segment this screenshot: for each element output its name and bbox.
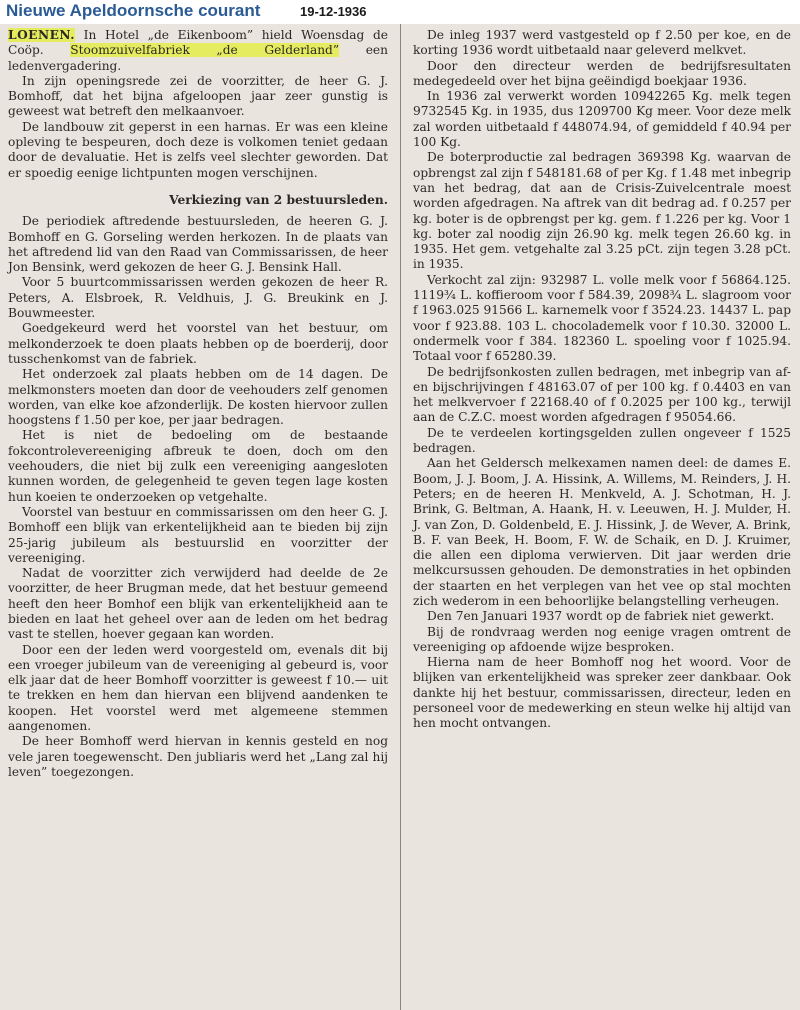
paragraph: Goedgekeurd werd het voorstel van het bestuur, om melkonderzoek te doen plaats hebben op de boerderij, door tusschenkomst van de fabriek. bbox=[8, 321, 388, 366]
paragraph: De boterproductie zal bedragen 369398 Kg. waarvan de opbrengst zal zijn f 548181.68 of per Kg. f 1.48 met inbegrip van het bedrag, dat aan de Crisis-Zuivelcentrale moest worden afgedragen. Na aftrek van dit bedrag ad. f 0.257 per kg. boter is de opbrengst per kg. gem. f 1.226 per kg. Voor 1 kg. boter zal noodig zijn 26.90 kg. melk tegen 26.60 kg. in 1935. Het gem. vetgehalte zal 3.25 pCt. zijn tegen 3.28 pCt. in 1935. bbox=[413, 150, 791, 272]
left-column bbox=[8, 28, 388, 780]
paragraph: Verkocht zal zijn: 932987 L. volle melk voor f 56864.125. 1119¾ L. koffieroom voor f 584.39, 2098¾ L. slagroom voor f 1963.025 91566 L. karnemelk voor f 3524.23. 14437 L. pap voor f 923.88. 103 L. chocolademelk voor f 10.30. 32000 L. ondermelk voor f 384. 182360 L. spoeling voor f 1025.94. Totaal voor f 65280.39. bbox=[413, 272, 791, 364]
paragraph: De heer Bomhoff werd hiervan in kennis gesteld en nog vele jaren toegewenscht. Den jubliaris werd het „Lang zal hij leven” toegezongen. bbox=[8, 734, 388, 779]
right-column bbox=[413, 28, 791, 732]
newspaper-clipping bbox=[0, 24, 800, 1010]
paragraph: Door een der leden werd voorgesteld om, evenals dit bij een vroeger jubileum van de vereeniging al gebeurd is, voor elk jaar dat de heer Bomhoff voorzitter is geweest f 10.— uit te trekken en hem dan hiervan een blijvend aandenken te koopen. Het voorstel werd met algemeene stemmen aangenomen. bbox=[8, 642, 388, 734]
dateline-place: LOENEN. bbox=[8, 28, 76, 42]
paragraph: Voor 5 buurtcommissarissen werden gekozen de heer R. Peters, A. Elsbroek, R. Veldhuis, J. G. Breukink en J. Bouwmeester. bbox=[8, 275, 388, 321]
page-header bbox=[0, 0, 800, 24]
paragraph: De landbouw zit geperst in een harnas. Er was een kleine opleving te bespeuren, doch deze is volkomen teniet gedaan door de devaluatie. Het is zelfs veel slechter geworden. Dat er spoedig eenige lichtpunten mogen verschijnen. bbox=[8, 119, 388, 180]
paragraph: Door den directeur werden de bedrijfsresultaten medegedeeld over het bijna geëindigd boekjaar 1936. bbox=[413, 58, 791, 88]
paragraph: De periodiek aftredende bestuursleden, de heeren G. J. Bomhoff en G. Gorseling werden herkozen. In de plaats van het aftredend lid van den Raad van Commissarissen, de heer Jon Bensink, werd gekozen de heer G. J. Bensink Hall. bbox=[8, 214, 388, 275]
highlighted-company: Stoomzuivelfabriek „de Gelderland” bbox=[70, 43, 340, 58]
intro-text-b: een ledenvergadering. bbox=[8, 43, 388, 73]
paragraph: Aan het Geldersch melkexamen namen deel: de dames E. Boom, J. J. Boom, J. A. Hissink, A. Willems, M. Reinders, J. H. Peters; en de heeren H. Menkveld, A. J. Schotman, H. J. Brink, G. Beltman, A. Haank, H. v. Leeuwen, H. J. Mulder, H. J. van Zon, D. Goldenbeld, E. J. Hissink, J. de Wever, A. Brink, B. F. van Beek, H. Boom, F. W. de Schaik, en D. J. Kruimer, die allen een diploma verwierven. Dit jaar werden drie melkcursussen gehouden. De demonstraties in het opbinden der staarten en het verplegen van het vee op stal mochten zich wederom in een behoorlijke belangstelling verheugen. bbox=[413, 456, 791, 608]
paragraph: De inleg 1937 werd vastgesteld op f 2.50 per koe, en de korting 1936 wordt uitbetaald naar geleverd melkvet. bbox=[413, 28, 791, 58]
paragraph: Voorstel van bestuur en commissarissen om den heer G. J. Bomhoff een blijk van erkentelijkheid aan te bieden bij zijn 25-jarig jubileum als bestuurslid en voorzitter der vereeniging. bbox=[8, 504, 388, 565]
paragraph: De bedrijfsonkosten zullen bedragen, met inbegrip van af- en bijschrijvingen f 48163.07 of per 100 kg. f 0.4403 en van het melkvervoer f 22168.40 of f 0.2025 per 100 kg., terwijl aan de C.Z.C. moest worden afgedragen f 95054.66. bbox=[413, 364, 791, 425]
publication-date: 19-12-1936 bbox=[300, 4, 367, 19]
paragraph: In 1936 zal verwerkt worden 10942265 Kg. melk tegen 9732545 Kg. in 1935, dus 1209700 Kg meer. Voor deze melk zal worden uitbetaald f 448074.94, of gemiddeld f 40.94 per 100 Kg. bbox=[413, 89, 791, 150]
newspaper-title: Nieuwe Apeldoornsche courant bbox=[6, 1, 261, 20]
paragraph: Hierna nam de heer Bomhoff nog het woord. Voor de blijken van erkentelijkheid was spreker zeer dankbaar. Ook dankte hij het bestuur, commissarissen, directeur, leden en personeel voor de medewerking en steun welke hij altijd van hen mocht ontvangen. bbox=[413, 655, 791, 731]
paragraph: Den 7en Januari 1937 wordt op de fabriek niet gewerkt. bbox=[427, 609, 775, 624]
column-divider bbox=[400, 24, 401, 1010]
paragraph: Het onderzoek zal plaats hebben om de 14 dagen. De melkmonsters moeten dan door de veehouders zelf genomen worden, van elke koe afzonderlijk. De kosten hiervoor zullen hoogstens f 1.50 per koe, per jaar bedragen. bbox=[8, 367, 388, 428]
paragraph: Nadat de voorzitter zich verwijderd had deelde de 2e voorzitter, de heer Brugman mede, dat het bestuur gemeend heeft den heer Bomhof een blijk van erkentelijkheid aan te bieden en laat het geheel over aan de leden om het bedrag vast te stellen, hoever gegaan kan worden. bbox=[8, 566, 388, 642]
paragraph: Bij de rondvraag werden nog eenige vragen omtrent de vereeniging op afdoende wijze besproken. bbox=[413, 624, 791, 654]
intro-text-a: In Hotel „de Eikenboom” hield Woensdag de Coöp. bbox=[8, 28, 388, 58]
subheading: Verkiezing van 2 bestuursleden. bbox=[169, 192, 388, 207]
paragraph: In zijn openingsrede zei de voorzitter, de heer G. J. Bomhoff, dat het bijna afgeloopen jaar zeer gunstig is geweest wat betreft den melkaanvoer. bbox=[8, 73, 388, 119]
paragraph: Het is niet de bedoeling om de bestaande fokcontrolevereeniging afbreuk te doen, doch om den veehouders, die niet bij zulk een vereeniging aangesloten kunnen worden, de gelegenheid te geven tegen lage kosten hun koeien te onderzoeken op vetgehalte. bbox=[8, 428, 388, 504]
article-intro bbox=[8, 28, 388, 74]
paragraph: De te verdeelen kortingsgelden zullen ongeveer f 1525 bedragen. bbox=[413, 425, 791, 456]
